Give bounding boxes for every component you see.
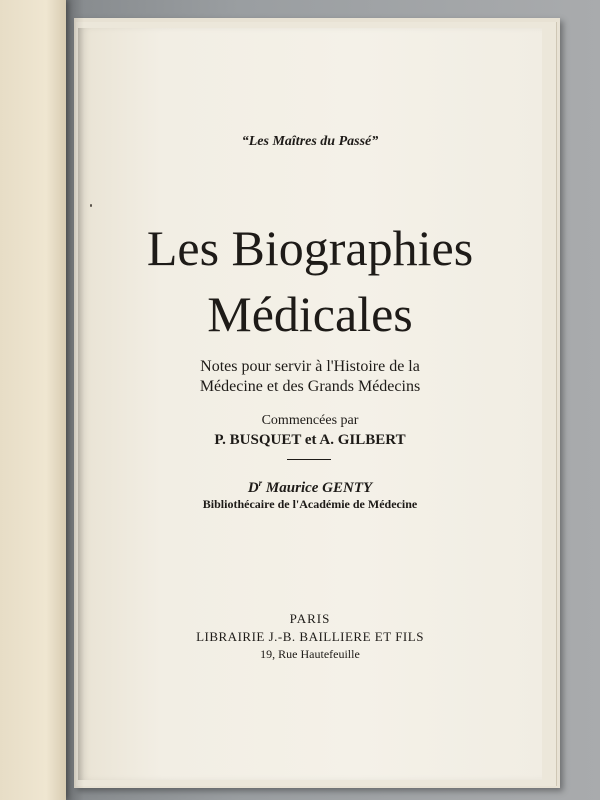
paper-speck <box>90 204 92 207</box>
imprint-address: 19, Rue Hautefeuille <box>260 647 360 661</box>
left-page <box>0 0 66 800</box>
editor-role: Bibliothécaire de l'Académie de Médecine <box>202 497 418 511</box>
divider-rule <box>287 459 331 460</box>
series-title: “Les Maîtres du Passé” <box>241 134 379 149</box>
started-by: Commencées par <box>261 413 359 428</box>
book-title-line-1: Les Biographies <box>146 220 474 276</box>
editor <box>78 478 542 497</box>
imprint-city: PARIS <box>289 611 331 626</box>
editor-prefix-sup: r <box>258 478 263 488</box>
editor-prefix: D <box>247 480 259 496</box>
subtitle-line-2: Médecine et des Grands Médecins <box>199 378 421 395</box>
editor-name: Maurice GENTY <box>262 480 373 496</box>
title-page-text <box>78 28 542 780</box>
authors: P. BUSQUET et A. GILBERT <box>214 432 406 448</box>
subtitle-line-1: Notes pour servir à l'Histoire de la <box>200 358 420 375</box>
imprint-publisher: LIBRAIRIE J.-B. BAILLIERE ET FILS <box>196 629 424 644</box>
book-title-line-2: Médicales <box>207 286 413 342</box>
